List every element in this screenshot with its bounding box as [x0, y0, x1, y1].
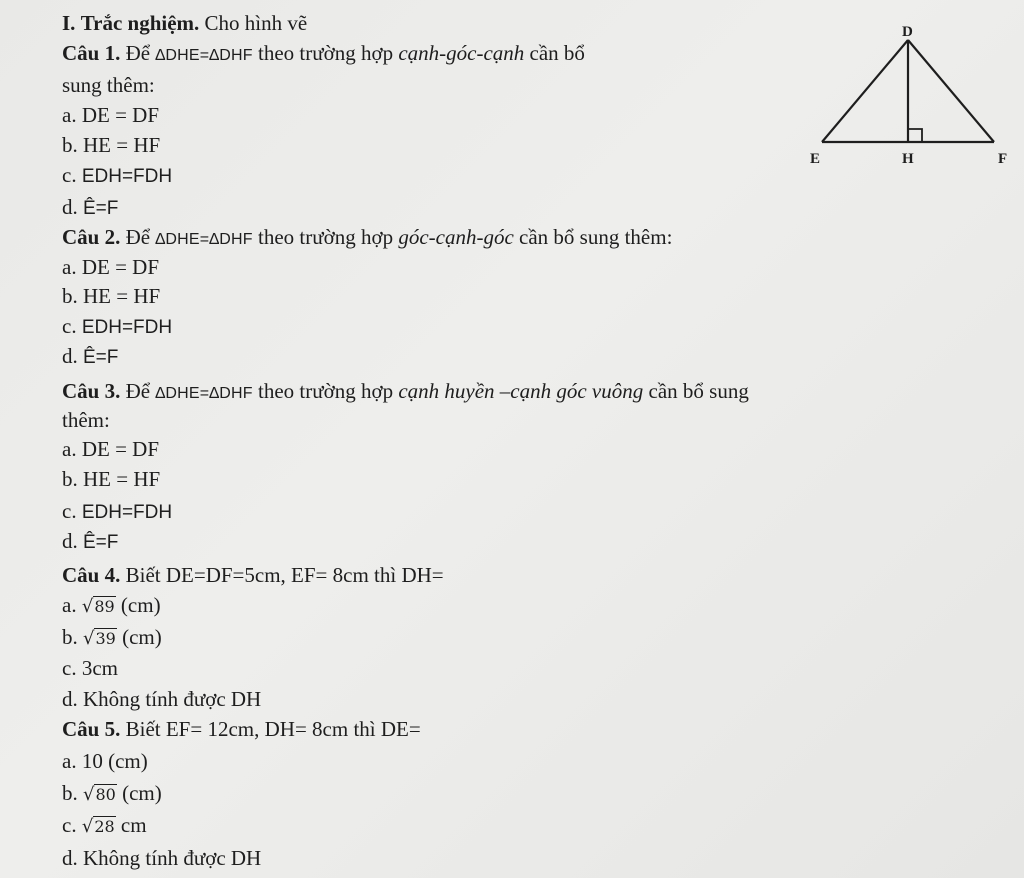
angle-equality: EDH=FDH	[81, 502, 173, 523]
section-title: Trắc nghiệm.	[80, 11, 200, 35]
question-5-stem	[62, 716, 421, 742]
question-2-case: góc-cạnh-góc	[398, 225, 514, 249]
vertex-label-h: H	[902, 151, 914, 167]
question-1-case: cạnh-góc-cạnh	[398, 41, 525, 65]
question-2-option-d[interactable]	[62, 343, 118, 371]
option-prefix: d.	[62, 195, 78, 219]
question-2-stem	[62, 224, 672, 253]
right-angle-mark	[908, 129, 922, 142]
question-3-stem	[62, 378, 749, 407]
sqrt-sign: √80	[83, 784, 116, 805]
angle-equality: Ê=F	[83, 198, 119, 219]
option-prefix: d.	[62, 529, 78, 553]
triangle-figure	[800, 18, 1024, 178]
segment-de	[822, 40, 908, 142]
question-4-option-c[interactable]: c. 3cm	[62, 656, 118, 680]
question-1-stem	[62, 40, 585, 69]
radicand: 80	[95, 785, 116, 804]
option-prefix: c.	[62, 314, 77, 338]
radicand: 89	[94, 597, 115, 616]
question-3-triangles: ∆DHE=∆DHF	[155, 385, 253, 402]
question-5-option-d[interactable]: d. Không tính được DH	[62, 846, 262, 870]
vertex-label-e: E	[810, 151, 821, 167]
question-4-stem	[62, 562, 444, 588]
section-header	[62, 10, 307, 36]
question-3-mid: theo trường hợp	[258, 379, 394, 403]
question-1-option-b[interactable]: b. HE = HF	[62, 133, 161, 157]
radicand: 39	[95, 629, 116, 648]
question-5-option-c[interactable]	[62, 812, 147, 840]
question-3-option-d[interactable]	[62, 528, 118, 556]
question-2-mid: theo trường hợp	[258, 225, 394, 249]
question-1-mid: theo trường hợp	[258, 41, 394, 65]
vertex-label-f: F	[998, 151, 1008, 167]
question-5-label: Câu 5.	[62, 717, 121, 741]
section-number: I.	[62, 11, 76, 35]
option-prefix: c.	[62, 499, 77, 523]
question-1-pre: Để	[125, 41, 151, 65]
question-3-option-c[interactable]	[62, 498, 172, 526]
question-1-option-c[interactable]	[62, 162, 172, 190]
question-1-option-a[interactable]: a. DE = DF	[62, 103, 160, 127]
option-unit: (cm)	[122, 625, 162, 649]
angle-equality: Ê=F	[83, 532, 119, 553]
question-3-label: Câu 3.	[62, 379, 121, 403]
question-2-option-c[interactable]	[62, 313, 172, 341]
vertex-label-d: D	[902, 24, 913, 40]
option-prefix: b.	[62, 625, 78, 649]
question-1-option-d[interactable]	[62, 194, 118, 222]
question-2-post: cần bổ sung thêm:	[519, 225, 673, 249]
question-4-text: Biết DE=DF=5cm, EF= 8cm thì DH=	[125, 563, 444, 587]
option-prefix: a.	[62, 593, 77, 617]
sqrt-sign: √28	[81, 816, 115, 837]
question-1-post: cần bổ	[529, 41, 585, 65]
question-1-stem-line2: sung thêm:	[62, 73, 155, 97]
question-4-option-d[interactable]: d. Không tính được DH	[62, 687, 262, 711]
question-3-post: cần bổ sung	[648, 379, 749, 403]
option-prefix: c.	[62, 813, 77, 837]
angle-equality: Ê=F	[83, 347, 119, 368]
question-3-option-b[interactable]: b. HE = HF	[62, 467, 161, 491]
option-prefix: b.	[62, 781, 78, 805]
question-5-option-b[interactable]	[62, 780, 162, 808]
sqrt-sign: √39	[83, 628, 116, 649]
angle-equality: EDH=FDH	[81, 166, 173, 187]
option-unit: (cm)	[120, 593, 161, 617]
question-4-option-b[interactable]	[62, 624, 162, 652]
angle-equality: EDH=FDH	[81, 317, 173, 338]
option-unit: (cm)	[122, 781, 162, 805]
question-2-option-a[interactable]: a. DE = DF	[62, 255, 160, 279]
question-2-triangles: ∆DHE=∆DHF	[155, 231, 253, 248]
option-prefix: c.	[62, 163, 77, 187]
question-5-option-a[interactable]: a. 10 (cm)	[62, 749, 148, 773]
question-3-case: cạnh huyền –cạnh góc vuông	[398, 379, 644, 403]
question-5-text: Biết EF= 12cm, DH= 8cm thì DE=	[125, 717, 421, 741]
question-2-option-b[interactable]: b. HE = HF	[62, 284, 161, 308]
sqrt-sign: √89	[81, 596, 115, 617]
option-prefix: d.	[62, 344, 78, 368]
radicand: 28	[94, 817, 115, 836]
question-3-pre: Để	[125, 379, 151, 403]
option-unit: cm	[120, 813, 147, 837]
question-4-option-a[interactable]	[62, 592, 161, 620]
question-2-label: Câu 2.	[62, 225, 121, 249]
question-1-triangles: ∆DHE=∆DHF	[155, 47, 253, 64]
segment-df	[908, 40, 994, 142]
question-2-pre: Để	[125, 225, 151, 249]
question-3-stem-line2: thêm:	[62, 408, 110, 432]
question-3-option-a[interactable]: a. DE = DF	[62, 437, 160, 461]
question-1-label: Câu 1.	[62, 41, 121, 65]
section-subtitle: Cho hình vẽ	[204, 11, 308, 35]
question-4-label: Câu 4.	[62, 563, 121, 587]
